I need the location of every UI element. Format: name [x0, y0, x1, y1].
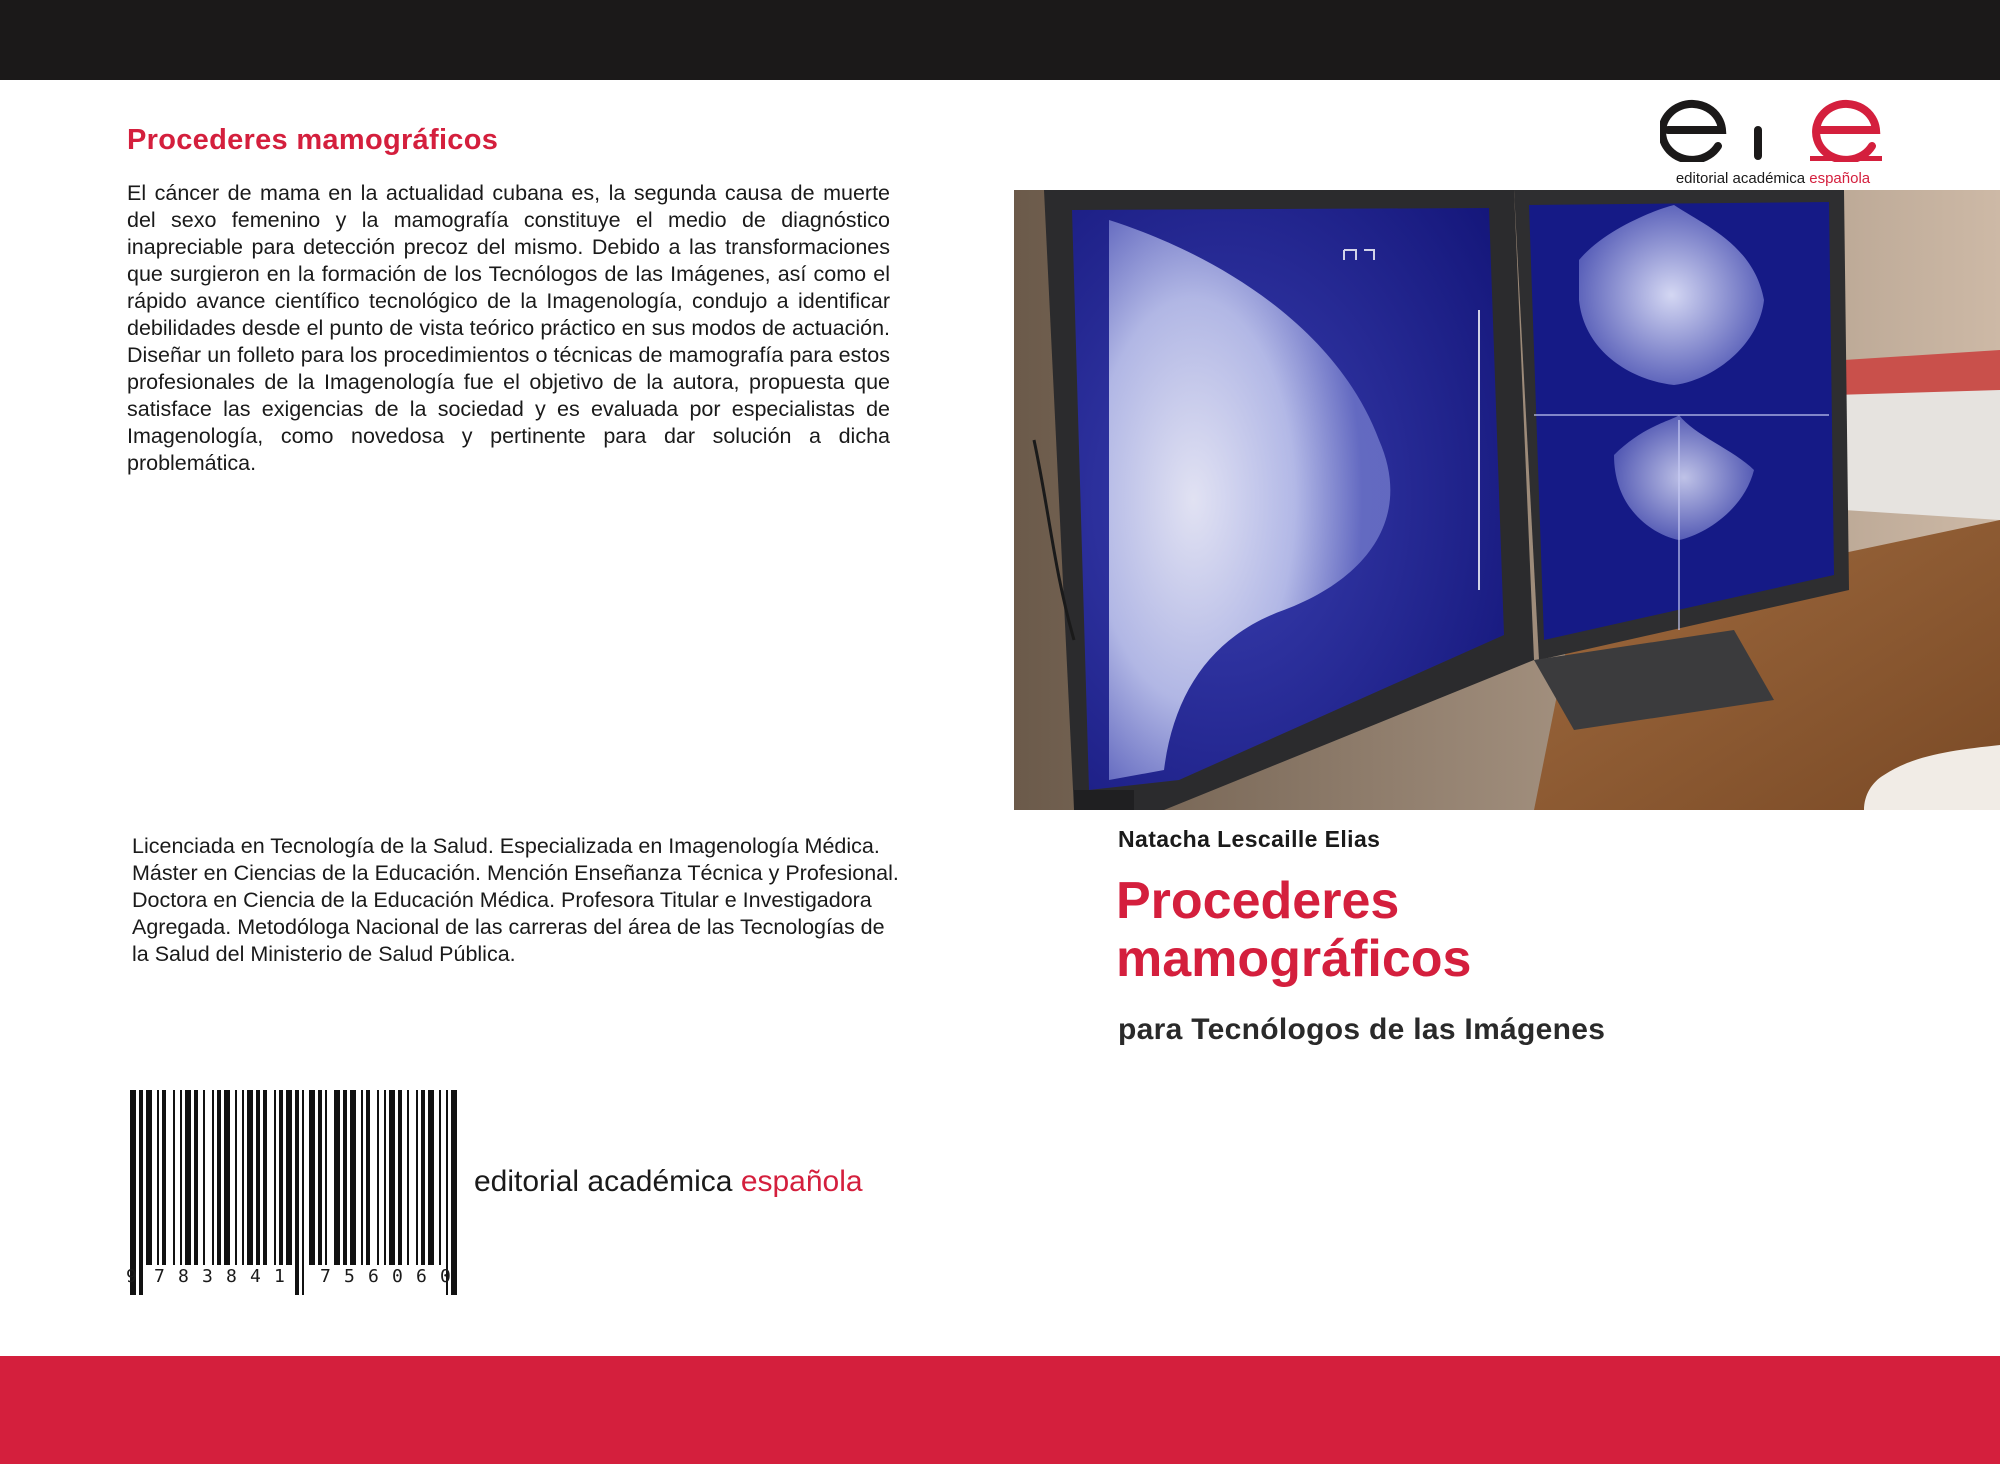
isbn-digit: 0 — [392, 1266, 403, 1287]
barcode-bar — [446, 1090, 448, 1295]
isbn-digit: 8 — [226, 1266, 237, 1287]
barcode-bar — [309, 1090, 315, 1265]
barcode-bar — [274, 1090, 276, 1265]
front-cover-title-line2: mamográficos — [1116, 930, 1472, 988]
front-cover-subtitle: para Tecnólogos de las Imágenes — [1118, 1013, 1606, 1046]
barcode-bar — [361, 1090, 363, 1265]
barcode-bar — [428, 1090, 434, 1265]
isbn-digit: 1 — [274, 1266, 285, 1287]
barcode-bar — [302, 1090, 304, 1295]
barcode-bar — [235, 1090, 237, 1265]
barcode-bar — [130, 1090, 136, 1295]
front-cover-title — [1116, 872, 1936, 988]
barcode-bar — [217, 1090, 221, 1265]
barcode-bar — [224, 1090, 230, 1265]
barcode-bar — [407, 1090, 409, 1265]
cover-photo — [1014, 190, 2000, 810]
barcode-bar — [350, 1090, 356, 1265]
barcode-bar — [318, 1090, 322, 1265]
back-cover-title: Procederes mamográficos — [127, 124, 499, 156]
barcode-bar — [212, 1090, 214, 1265]
front-cover-title-line1: Procederes — [1116, 872, 1400, 930]
barcode-bar — [389, 1090, 395, 1265]
barcode-bar — [162, 1090, 166, 1265]
author-bio: Licenciada en Tecnología de la Salud. Especializada en Imagenología Médica. Máster en Ciencias de la Educación. Mención Enseñanza Técnica y Profesional. Doctora en Ciencia de la Educación Médica. Profesora Titular e Investigadora Agregada. Metodóloga Nacional de las carreras del área de las Tecnologías de la Salud del Ministerio de Salud Pública. — [132, 834, 899, 966]
isbn-digit: 6 — [416, 1266, 427, 1287]
barcode-bar — [194, 1090, 198, 1265]
barcode-bar — [203, 1090, 205, 1265]
barcode-bar — [421, 1090, 425, 1265]
publisher-name-accent: española — [740, 1165, 863, 1198]
isbn-digit: 5 — [344, 1266, 355, 1287]
eae-logo-icon — [1660, 96, 1886, 162]
barcode-bar — [343, 1090, 347, 1265]
barcode-bar — [263, 1090, 267, 1265]
barcode-bar — [173, 1090, 175, 1265]
isbn-digit: 7 — [154, 1266, 165, 1287]
barcode-bar — [377, 1090, 379, 1265]
barcode-bar — [286, 1090, 292, 1265]
barcode-bar — [185, 1090, 191, 1265]
barcode-bar — [325, 1090, 327, 1265]
logo-caption-accent: española — [1809, 170, 1871, 187]
publisher-name — [474, 1165, 863, 1199]
isbn-digits — [126, 1266, 460, 1296]
barcode-bar — [334, 1090, 340, 1265]
isbn-digit: 3 — [202, 1266, 213, 1287]
barcode-bar — [451, 1090, 457, 1295]
barcode-bar — [139, 1090, 143, 1295]
isbn-digit: 4 — [250, 1266, 261, 1287]
logo-caption — [1660, 170, 1886, 187]
publisher-name-main: editorial académica — [474, 1165, 741, 1198]
barcode-bar — [180, 1090, 182, 1265]
barcode-bar — [398, 1090, 402, 1265]
barcode-bar — [146, 1090, 152, 1265]
isbn-digit: 8 — [178, 1266, 189, 1287]
top-band — [0, 0, 2000, 80]
back-cover-blurb: El cáncer de mama en la actualidad cubana es, la segunda causa de muerte del sexo femenino y la mamografía constituye el medio de diagnóstico inapreciable para detección precoz del mismo. Debido a las transformaciones que surgieron en la formación de los Tecnólogos de las Imágenes, así como el rápido avance científico tecnológico de la Imagenología, condujo a identificar debilidades desde el punto de vista teórico práctico en sus modos de actuación. Diseñar un folleto para los procedimientos o técnicas de mamografía para estos profesionales de la Imagenología fue el objetivo de la autora, propuesta que satisface las exigencias de la sociedad y es evaluada por especialistas de Imagenología, como novedosa y pertinente para dar solución a dicha problemática. — [127, 181, 890, 475]
barcode-bar — [242, 1090, 244, 1265]
barcode-bar — [439, 1090, 441, 1265]
isbn-digit: 9 — [126, 1266, 137, 1287]
barcode-bar — [416, 1090, 418, 1265]
barcode-bar — [366, 1090, 370, 1265]
isbn-digit: 7 — [320, 1266, 331, 1287]
bottom-band — [0, 1356, 2000, 1464]
barcode-bar — [157, 1090, 159, 1265]
barcode-bar — [384, 1090, 386, 1265]
front-cover-author: Natacha Lescaille Elias — [1118, 826, 1381, 852]
logo-caption-main: editorial académica — [1675, 170, 1810, 187]
barcode-bar — [256, 1090, 260, 1265]
isbn-digit: 0 — [440, 1266, 451, 1287]
mammography-monitors-image — [1014, 190, 2000, 810]
barcode-bar — [295, 1090, 299, 1295]
barcode-bar — [279, 1090, 283, 1265]
barcode-bar — [247, 1090, 253, 1265]
isbn-digit: 6 — [368, 1266, 379, 1287]
